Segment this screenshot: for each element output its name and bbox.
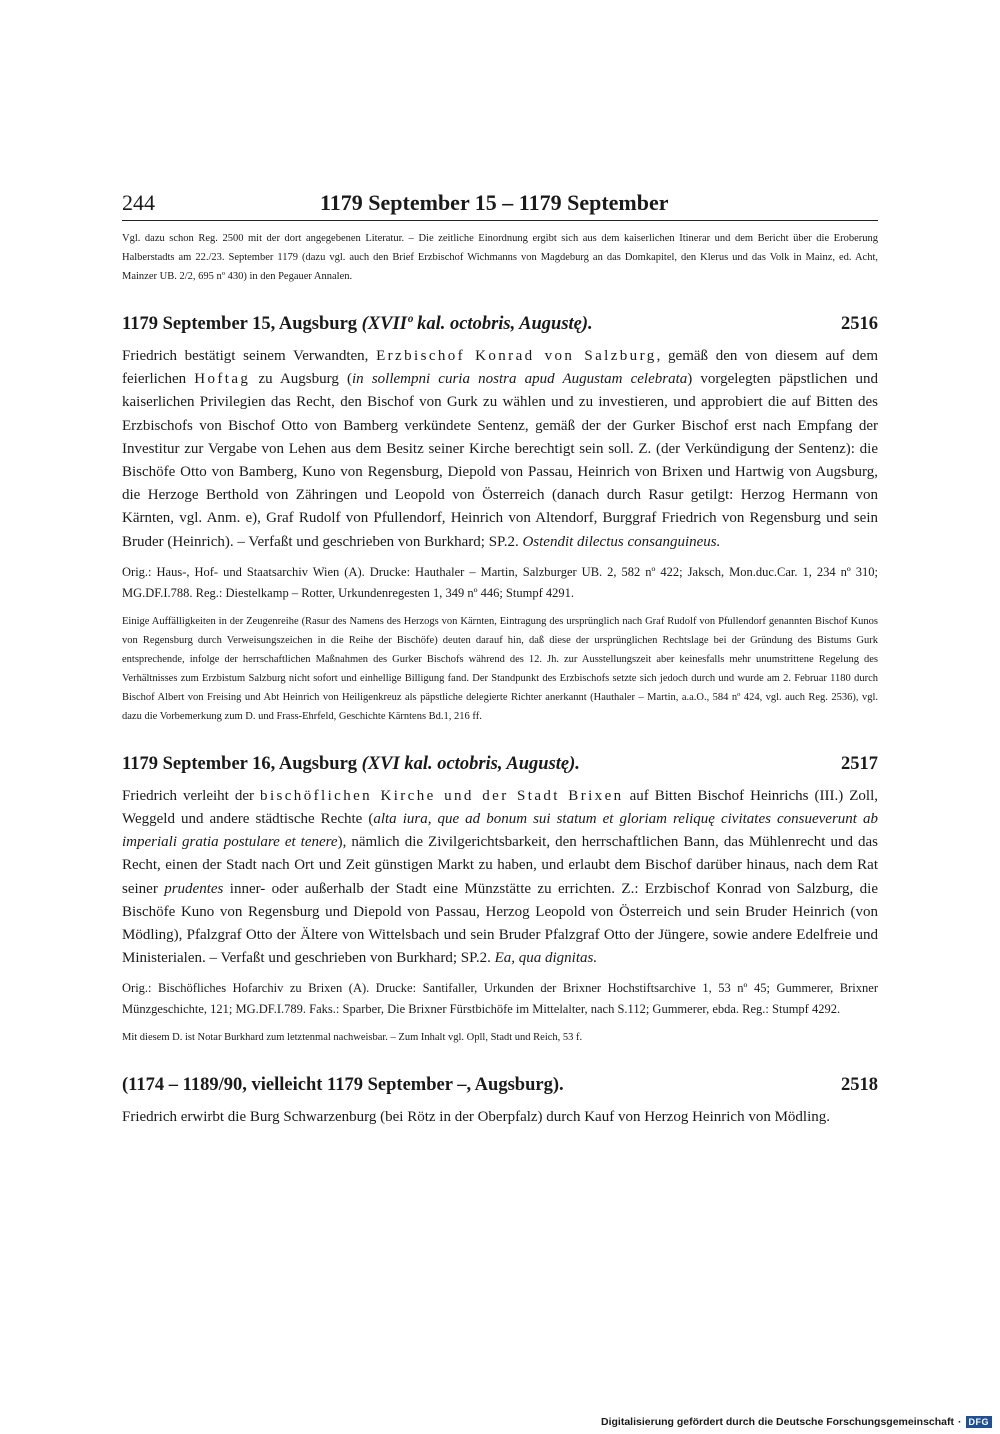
summary-text: auf Bitten Bischof Heinrichs (III.) Zoll, Weggeld und andere städtische Rechte ( [122, 787, 878, 828]
entry-heading [122, 1075, 878, 1096]
summary-spaced-term: Hoftag [194, 371, 251, 388]
summary-text: ) vorgelegten päpstlichen und kaiserlichen Privilegien das Recht, den Bischof von Gurk zu wählen und zu investieren, und approbiert die auf Bitten des Erzbischofs von Bischof Otto von Bamberg verkündete Sentenz, gemäß der der Gurker Bischof erst nach Empfang der Investitur zur Vergabe von Lehen aus dem Besitz seiner Kirche berechtigt sein soll. Z. (der Verkündigung der Sentenz): die Bischöfe Otto von Bamberg, Kuno von Regensburg, Diepold von Passau, Heinrich von Brixen und Hartwig von Augsburg, die Herzoge Berthold von Zähringen und Leopold von Österreich (danach durch Rasur getilgt: Herzog Hermann von Kärnten, vgl. Anm. e), Graf Rudolf von Pfullendorf, Heinrich von Altendorf, Burggraf Friedrich von Regensburg und sein Bruder (Heinrich). – Verfaßt und geschrieben von Burkhard; SP.2. [122, 371, 879, 550]
entry-sources: Orig.: Bischöfliches Hofarchiv zu Brixen (A). Drucke: Santifaller, Urkunden der Brixner Hochstiftsarchive 1, 53 nº 45; Gummerer, Brixner Münzgeschichte, 121; MG.DF.I.789. Faks.: Sparber, Die Brixner Fürstbichöfe im Mittelalter, nach S.112; Gummerer, ebda. Reg.: Stumpf 4292. [122, 981, 878, 1017]
summary-text: , gemäß den von diesem auf dem feierlichen [122, 348, 878, 388]
entry-summary [122, 345, 878, 554]
entry-summary [122, 785, 878, 971]
summary-latin-quote: in sollempni curia nostra apud Augustam celebrata [352, 371, 688, 388]
dfg-logo: DFG [966, 1416, 993, 1428]
document-page [122, 190, 878, 1130]
entry-sources: Orig.: Haus-, Hof- und Staatsarchiv Wien (A). Drucke: Hauthaler – Martin, Salzburger UB. 2, 582 nº 422; Jaksch, Mon.duc.Car. 1, 234 nº 310; MG.DF.I.788. Reg.: Diestelkamp – Rotter, Urkundenregesten 1, 349 nº 446; Stumpf 4291. [122, 564, 878, 600]
summary-text: zu Augsburg ( [258, 371, 353, 388]
page-header [122, 190, 878, 221]
entry-number: 2517 [841, 753, 878, 774]
entry-number: 2516 [841, 314, 878, 334]
summary-text: Friedrich bestätigt seinem Verwandten, [122, 348, 369, 364]
summary-text: inner- oder außerhalb der Stadt eine Münzstätte zu errichten. Z.: Erzbischof Konrad von Salzburg, die Bischöfe Kuno von Regensburg und Diepold von Passau, Herzog Leopold von Österreich und sein Bruder Heinrich (von Mödling), Pfalzgraf Otto der Ältere von Wittelsbach und sein Bruder Pfalzgraf Otto der Jüngere, sowie andere Edelfreie und Ministerialen. – Verfaßt und geschrieben von Burkhard; SP.2. [122, 880, 879, 967]
entry-summary: Friedrich erwirbt die Burg Schwarzenburg (bei Rötz in der Oberpfalz) durch Kauf von Herzog Heinrich von Mödling. [122, 1109, 830, 1126]
summary-incipit: Ostendit dilectus consanguineus. [522, 533, 721, 550]
entry-heading [122, 314, 878, 335]
entry-number: 2518 [841, 1075, 878, 1096]
summary-text: ), nämlich die Zivilgerichtsbarkeit, den herrschaftlichen Bann, das Mühlenrecht und das Recht, einen der Stadt nach Ort und Zeit günstigen Markt zu haben, und erlaubt dem Bischof darüber hinaus, nach dem Rat seiner [122, 834, 878, 897]
entry-commentary: Einige Auffälligkeiten in der Zeugenreihe (Rasur des Namens des Herzogs von Kärnten, Eintragung des ursprünglich nach Graf Rudolf von Pfullendorf genannten Bischof Kunos von Regensburg durch Verweisungszeichen in die Reihe der Bischöfe) deuten darauf hin, daß diese der ursprünglichen Rechtslage bei der Gründung des Bistums Gurk entsprechende, infolge der herrschaftlichen Maßnahmen des Gurker Bischofs während des 12. Jh. zur Ausstellungszeit aber keinesfalls mehr unumstrittene Regelung des Verhältnisses zum Erzbistum Salzburg nicht sofort und einhellige Billigung fand. Der Standpunkt des Erzbischofs setzte sich jedoch durch und wurde am 2. Februar 1180 durch Bischof Albert von Freising und Abt Heinrich von Heiligenkreuz als päpstliche delegierte Richter anerkannt (Hauthaler – Martin, a.a.O., 584 nº 424, vgl. auch Reg. 2536), vgl. dazu die Vorbemerkung zum D. und Frass-Ehrfeld, Geschichte Kärntens Bd.1, 216 ff. [122, 615, 878, 722]
summary-incipit: Ea, qua dignitas. [494, 950, 598, 967]
summary-latin-term: prudentes [164, 880, 224, 897]
page-number: 244 [122, 190, 155, 215]
entry-date-original: (XVIIº kal. octobris, Augustę). [361, 314, 593, 334]
summary-latin-quote: alta iura, que ad bonum sui statum et gloriam reliquę civitates consueverunt ab imperiali gratia postulare et tenere [122, 811, 878, 851]
digitization-footer [601, 1416, 992, 1428]
entry-date-original: (XVI kal. octobris, Augustę). [361, 753, 580, 774]
entry-date-place: 1179 September 15, Augsburg [122, 314, 358, 334]
summary-spaced-name: Erzbischof Konrad von Salzburg [376, 348, 657, 364]
entry-date-place: (1174 – 1189/90, vielleicht 1179 September –, Augsburg). [122, 1075, 564, 1096]
footer-credit: Digitalisierung gefördert durch die Deutsche Forschungsgemeinschaft [601, 1416, 954, 1428]
running-title: 1179 September 15 – 1179 September [320, 190, 669, 215]
regest-entry-2518 [122, 1075, 878, 1129]
regest-entry-2517 [122, 754, 878, 1048]
summary-spaced-name: bischöflichen Kirche und der Stadt Brixen [260, 787, 624, 804]
entry-date [122, 754, 580, 775]
summary-text: Friedrich verleiht der [122, 787, 255, 804]
entry-heading [122, 754, 878, 775]
entry-date [122, 314, 593, 335]
previous-entry-note: Vgl. dazu schon Reg. 2500 mit der dort angegebenen Literatur. – Die zeitliche Einordnung ergibt sich aus dem kaiserlichen Itinerar und dem Bericht über die Eroberung Halberstadts am 22./23. September 1179 (dazu vgl. auch den Brief Erzbischof Wichmanns von Magdeburg an das Domkapitel, den Klerus und das Volk in Mainz, ed. Acht, Mainzer UB. 2/2, 695 nº 430) in den Pegauer Annalen. [122, 233, 878, 282]
regest-entry-2516 [122, 314, 878, 726]
footer-separator: · [958, 1416, 962, 1428]
entry-commentary: Mit diesem D. ist Notar Burkhard zum letztenmal nachweisbar. – Zum Inhalt vgl. Opll, Stadt und Reich, 53 f. [122, 1032, 583, 1044]
entry-date-place: 1179 September 16, Augsburg [122, 753, 358, 774]
